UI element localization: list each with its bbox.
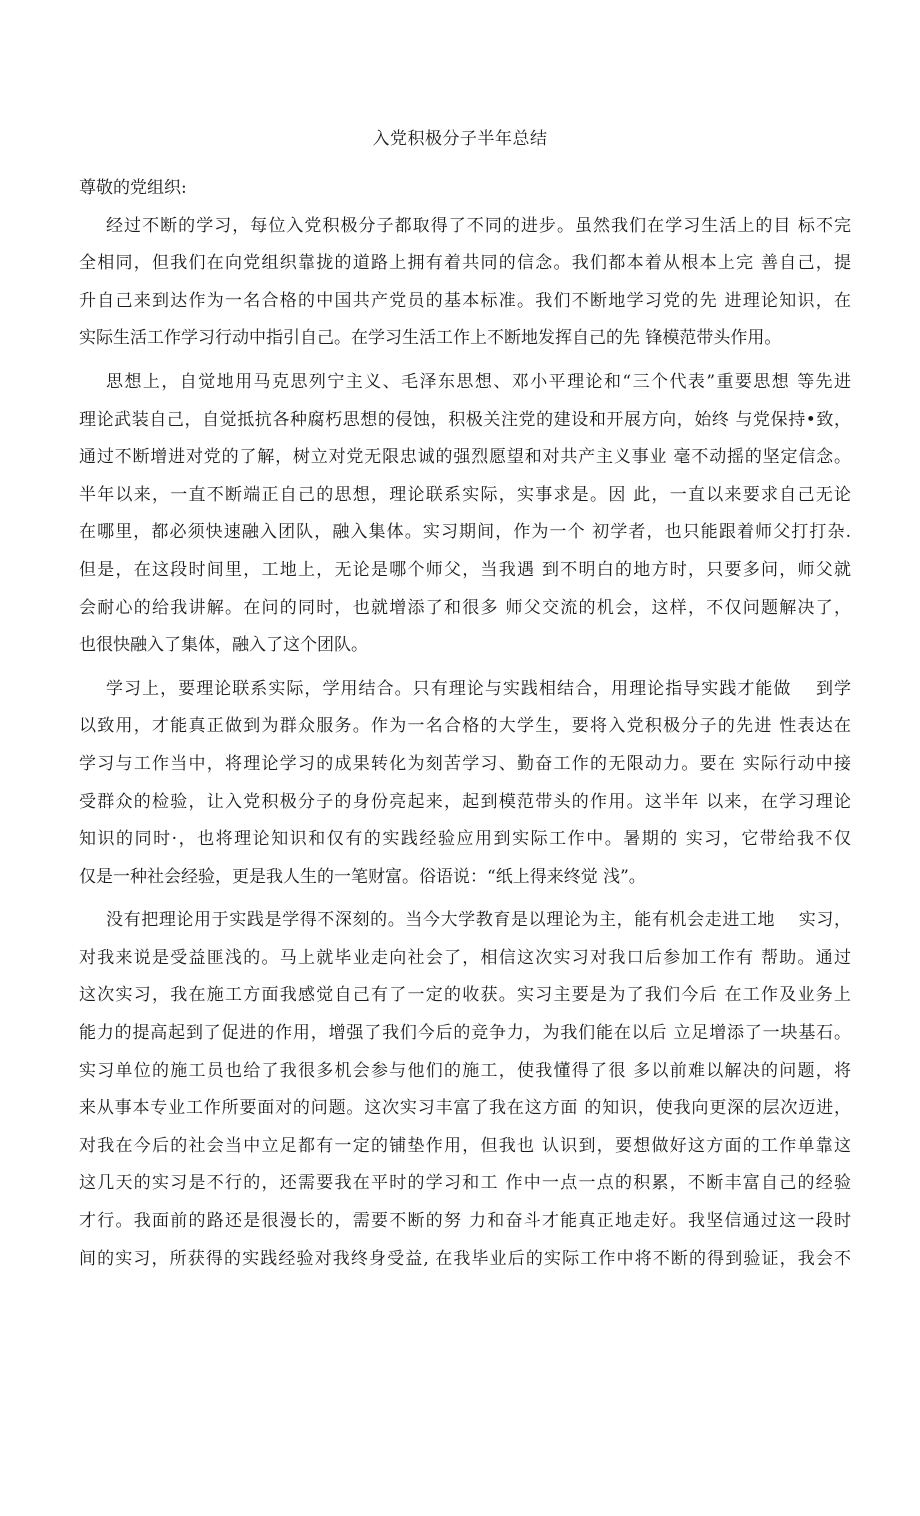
paragraph-line: 学习上，要理论联系实际，学用结合。只有理论与实践相结合，用理论指导实践才能做 到学 [106,678,851,699]
document-title: 入党积极分子半年总结 [372,129,548,149]
paragraph-line: 这次实习，我在施工方面我感觉自己有了一定的收获。实习主要是为了我们今后 在工作及业务上 [79,985,851,1006]
paragraph-3 [79,671,851,897]
paragraph-line: 思想上，自觉地用马克思列宁主义、毛泽东思想、邓小平理论和“三个代表”重要思想 等先进 [106,371,851,392]
paragraph-line: 实际生活工作学习行动中指引自己。在学习生活工作上不断地发挥自己的先 锋模范带头作用。 [79,328,782,349]
paragraph-4 [79,902,851,1278]
paragraph-1 [79,208,851,358]
paragraph-line: 理论武装自己，自觉抵抗各种腐朽思想的侵蚀，积极关注党的建设和开展方向，始终 与党保持•致， [79,409,851,430]
paragraph-line: 也很快融入了集体，融入了这个团队。 [79,635,368,656]
paragraph-line: 在哪里，都必须快速融入团队，融入集体。实习期间，作为一个 初学者，也只能跟着师父打打杂. [79,522,851,543]
paragraph-line: 通过不断增进对党的了解，树立对党无限忠诚的强烈愿望和对共产主义事业 毫不动摇的坚定信念。 [79,447,851,468]
paragraph-line: 会耐心的给我讲解。在问的同时，也就增添了和很多 师父交流的机会，这样，不仅问题解决了， [79,597,851,618]
salutation: 尊敬的党组织: [79,178,187,198]
paragraph-line: 仅是一种社会经验，更是我人生的一笔财富。俗语说：“纸上得来终觉 浅”。 [79,866,646,887]
paragraph-line: 知识的同时·，也将理论知识和仅有的实践经验应用到实际工作中。暑期的 实习，它带给我不仅 [79,829,851,850]
paragraph-line: 能力的提高起到了促进的作用，增强了我们今后的竞争力，为我们能在以后 立足增添了一块基石。 [79,1023,851,1044]
paragraph-line: 这几天的实习是不行的，还需要我在平时的学习和工 作中一点一点的积累，不断丰富自己的经验 [79,1173,851,1194]
paragraph-line: 对我来说是受益匪浅的。马上就毕业走向社会了，相信这次实习对我口后参加工作有 帮助。通过 [79,947,851,968]
paragraph-line: 但是，在这段时间里，工地上，无论是哪个师父，当我遇 到不明白的地方时，只要多问，师父就 [79,559,851,580]
paragraph-line: 全相同，但我们在向党组织靠拢的道路上拥有着共同的信念。我们都本着从根本上完 善自己，提 [79,253,851,274]
paragraph-line: 以致用，才能真正做到为群众服务。作为一名合格的大学生，要将入党积极分子的先进 性表达在 [79,716,851,737]
paragraph-line: 实习单位的施工员也给了我很多机会参与他们的施工，使我懂得了很 多以前难以解决的问题，将 [79,1060,851,1081]
paragraph-line: 经过不断的学习，每位入党积极分子都取得了不同的进步。虽然我们在学习生活上的目 标不完 [106,215,851,236]
paragraph-line: 学习与工作当中，将理论学习的成果转化为刻苦学习、勤奋工作的无限动力。要在 实际行动中接 [79,753,851,774]
paragraph-line: 升自己来到达作为一名合格的中国共产党员的基本标准。我们不断地学习党的先 进理论知识，在 [79,290,851,311]
paragraph-line: 间的实习，所获得的实践经验对我终身受益, 在我毕业后的实际工作中将不断的得到验证，我会不 [79,1248,851,1269]
paragraph-line: 半年以来，一直不断端正自己的思想，理论联系实际，实事求是。因 此，一直以来要求自己无论 [79,484,851,505]
paragraph-line: 没有把理论用于实践是学得不深刻的。当今大学教育是以理论为主，能有机会走进工地 实习， [106,910,851,931]
paragraph-line: 来从事本专业工作所要面对的问题。这次实习丰富了我在这方面 的知识，使我向更深的层次迈进， [79,1098,851,1119]
document-body [79,170,851,1278]
paragraph-2 [79,364,851,665]
paragraph-line: 对我在今后的社会当中立足都有一定的铺垫作用，但我也 认识到，要想做好这方面的工作单靠这 [79,1135,851,1156]
paragraph-line: 才行。我面前的路还是很漫长的，需要不断的努 力和奋斗才能真正地走好。我坚信通过这一段时 [79,1211,851,1232]
paragraph-line: 受群众的检验，让入党积极分子的身份亮起来，起到模范带头的作用。这半年 以来，在学习理论 [79,791,851,812]
